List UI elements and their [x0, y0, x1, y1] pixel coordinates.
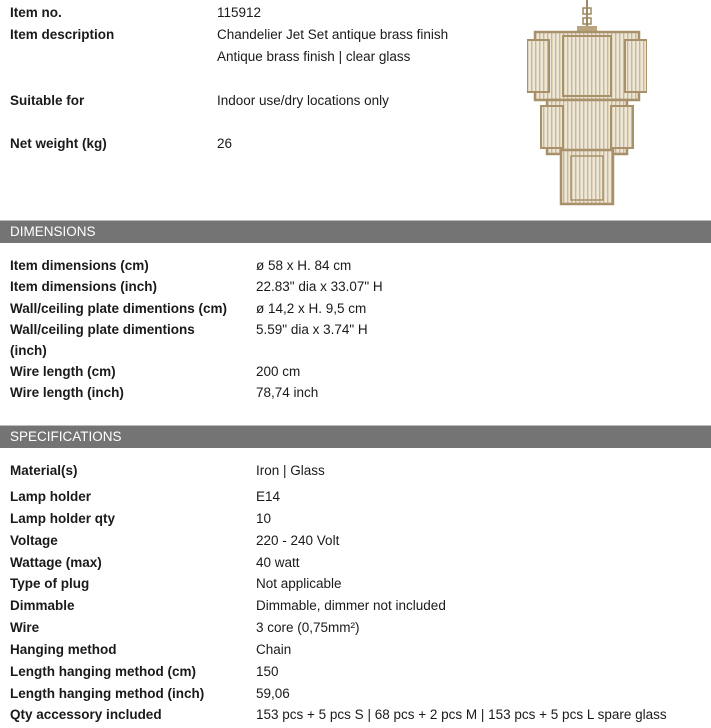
dimension-value: 22.83" dia x 33.07" H — [256, 279, 383, 294]
spec-label: Length hanging method (inch) — [10, 686, 205, 701]
spec-row — [0, 618, 711, 640]
spec-value: E14 — [256, 489, 281, 504]
spec-row — [0, 574, 711, 596]
spec-label: Material(s) — [10, 463, 78, 478]
spec-label: Lamp holder qty — [10, 511, 116, 526]
spec-label: Wattage (max) — [10, 555, 102, 570]
dimension-value: 5.59" dia x 3.74" H — [256, 322, 368, 337]
spec-value: 10 — [256, 511, 272, 526]
chandelier-image — [527, 0, 647, 210]
dimension-label: Wire length (cm) — [10, 364, 116, 379]
dimension-label: Item dimensions (inch) — [10, 279, 158, 294]
dimensions-header: DIMENSIONS — [0, 221, 711, 243]
dimension-row — [0, 362, 711, 384]
spec-row — [0, 487, 711, 509]
dimension-row — [0, 383, 711, 405]
dimension-row — [0, 320, 711, 342]
dimension-value: 200 cm — [256, 364, 301, 379]
item-description-value: Chandelier Jet Set antique brass finish — [217, 27, 449, 42]
net-weight-value: 26 — [217, 136, 233, 151]
spec-label: Voltage — [10, 533, 58, 548]
item-finish-value: Antique brass finish | clear glass — [217, 49, 411, 64]
dimension-label-continued: (inch) — [10, 343, 47, 358]
spec-row — [0, 640, 711, 662]
item-description-label: Item description — [10, 27, 115, 42]
spec-value: Not applicable — [256, 576, 342, 591]
spec-value: 220 - 240 Volt — [256, 533, 340, 548]
spec-row — [0, 509, 711, 531]
spec-value: 153 pcs + 5 pcs S | 68 pcs + 2 pcs M | 153 pcs + 5 pcs L spare glass — [256, 707, 667, 722]
dimension-label: Wire length (inch) — [10, 385, 124, 400]
dimension-label: Wall/ceiling plate dimentions (cm) — [10, 301, 228, 316]
spec-label: Lamp holder — [10, 489, 92, 504]
item-no-value: 115912 — [217, 5, 262, 20]
spec-value: 3 core (0,75mm²) — [256, 620, 360, 635]
dimension-value: ø 14,2 x H. 9,5 cm — [256, 301, 367, 316]
spec-label: Qty accessory included — [10, 707, 162, 722]
net-weight-label: Net weight (kg) — [10, 136, 107, 151]
spec-row — [0, 684, 711, 706]
dimension-value: 78,74 inch — [256, 385, 319, 400]
spec-row — [0, 553, 711, 575]
spec-row — [0, 531, 711, 553]
spec-label: Length hanging method (cm) — [10, 664, 196, 679]
item-no-label: Item no. — [10, 5, 62, 20]
spec-label: Type of plug — [10, 576, 90, 591]
dimension-row — [0, 256, 711, 278]
spec-label: Hanging method — [10, 642, 117, 657]
spec-row — [0, 596, 711, 618]
dimension-row — [0, 299, 711, 321]
dimension-label: Wall/ceiling plate dimentions — [10, 322, 195, 337]
dimension-row-continued — [0, 341, 711, 363]
spec-value: Dimmable, dimmer not included — [256, 598, 446, 613]
dimension-label: Item dimensions (cm) — [10, 258, 149, 273]
suitable-for-label: Suitable for — [10, 93, 85, 108]
specifications-header: SPECIFICATIONS — [0, 426, 711, 448]
dimension-value: ø 58 x H. 84 cm — [256, 258, 352, 273]
spec-label: Wire — [10, 620, 40, 635]
spec-value: Chain — [256, 642, 292, 657]
spec-label: Dimmable — [10, 598, 75, 613]
spec-row — [0, 461, 711, 483]
spec-row — [0, 705, 711, 727]
dimension-row — [0, 277, 711, 299]
spec-value: 40 watt — [256, 555, 300, 570]
spec-row — [0, 662, 711, 684]
suitable-for-value: Indoor use/dry locations only — [217, 93, 389, 108]
spec-value: 150 — [256, 664, 279, 679]
spec-value: Iron | Glass — [256, 463, 325, 478]
spec-value: 59,06 — [256, 686, 290, 701]
